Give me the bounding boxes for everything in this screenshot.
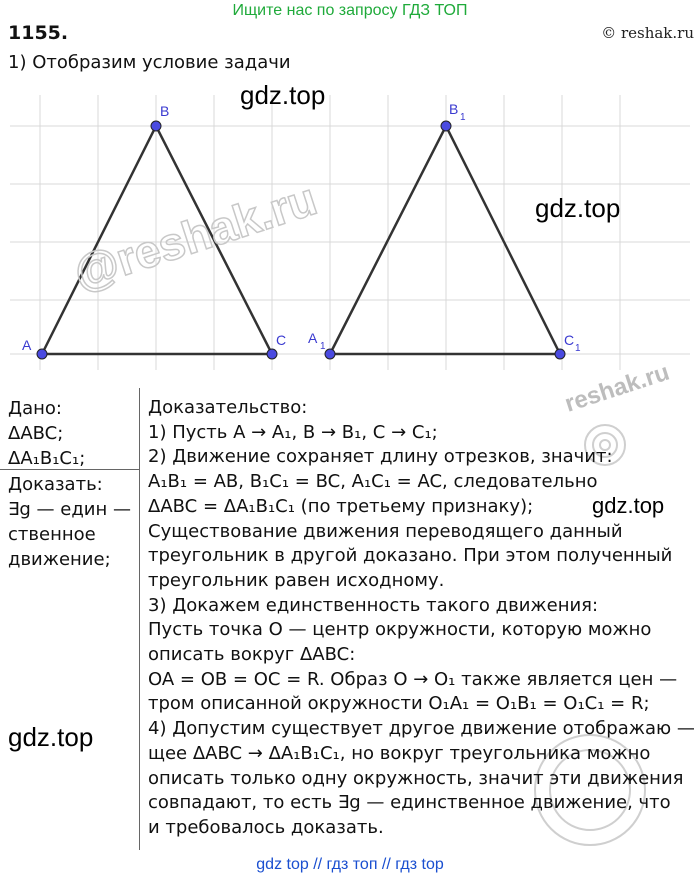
table-vertical-divider bbox=[139, 388, 140, 850]
triangle-a1b1c1 bbox=[330, 126, 560, 354]
proof-line: 4) Допустим существует другое движение отображаю — bbox=[148, 718, 695, 740]
prove-title: Доказать: bbox=[8, 474, 103, 495]
proof-line: 3) Докажем единственность такого движения: bbox=[148, 594, 599, 616]
gdz-watermark-2: gdz.top bbox=[535, 193, 621, 223]
problem-number: 1155. bbox=[8, 22, 69, 44]
reshak-side-watermark: reshak.ru bbox=[561, 358, 673, 418]
label-a1-sub: 1 bbox=[320, 341, 326, 352]
prove-line: ∃g — един — bbox=[8, 499, 131, 520]
prove-line: ственное bbox=[8, 524, 96, 545]
given-line: ΔA₁B₁C₁; bbox=[8, 448, 86, 469]
proof-line: тром описанной окружности O₁A₁ = O₁B₁ = O₁C₁ = R; bbox=[148, 693, 650, 715]
proof-line: описать только одну окружность, значит эти движения bbox=[148, 767, 684, 789]
label-b1: B bbox=[449, 101, 459, 117]
point-a1 bbox=[325, 349, 335, 359]
proof-line: щее ΔABC → ΔA₁B₁C₁, но вокруг треугольника можно bbox=[148, 742, 651, 764]
point-c1 bbox=[555, 349, 565, 359]
point-a bbox=[37, 349, 47, 359]
proof-title: Доказательство: bbox=[148, 397, 308, 418]
label-c: C bbox=[276, 332, 287, 348]
point-c bbox=[267, 349, 277, 359]
copyright: © reshak.ru bbox=[601, 24, 694, 42]
proof-line: Существование движения переводящего данный bbox=[148, 520, 623, 542]
label-c1: C bbox=[564, 332, 575, 348]
footer-links[interactable]: gdz top // гдз топ // гдз top bbox=[256, 856, 444, 873]
proof-line: ΔABC = ΔA₁B₁C₁ (по третьему признаку); bbox=[148, 495, 534, 517]
proof-line: совпадают, то есть ∃g — единственное движение, что bbox=[148, 792, 671, 814]
label-a: A bbox=[22, 337, 32, 353]
gdz-watermark-1: gdz.top bbox=[240, 80, 326, 110]
gdz-watermark-3: gdz.top bbox=[592, 493, 665, 518]
proof-line: A₁B₁ = AB, B₁C₁ = BC, A₁C₁ = AC, следовательно bbox=[148, 471, 598, 493]
label-a1: A bbox=[308, 330, 318, 346]
label-b: B bbox=[160, 103, 170, 119]
given-line: ΔABC; bbox=[8, 423, 64, 444]
grid bbox=[10, 95, 690, 370]
label-c1-sub: 1 bbox=[575, 343, 581, 354]
label-b1-sub: 1 bbox=[460, 112, 466, 123]
prove-block bbox=[8, 472, 131, 572]
gdz-watermark-4: gdz.top bbox=[8, 722, 94, 752]
reshak-watermark: @reshak.ru bbox=[67, 172, 323, 300]
proof-line: треугольник равен исходному. bbox=[148, 569, 445, 591]
prove-line: движение; bbox=[8, 549, 111, 570]
point-b1 bbox=[441, 121, 451, 131]
proof-block bbox=[148, 396, 695, 841]
given-title: Дано: bbox=[8, 398, 62, 419]
proof-line: 1) Пусть A → A₁, B → B₁, C → C₁; bbox=[148, 421, 438, 443]
given-block bbox=[8, 396, 85, 471]
proof-line: описать вокруг ΔABC: bbox=[148, 644, 356, 666]
proof-line: и требовалось доказать. bbox=[148, 816, 384, 838]
proof-line: 2) Движение сохраняет длину отрезков, значит: bbox=[148, 446, 613, 468]
step-1-heading: 1) Отобразим условие задачи bbox=[8, 52, 291, 73]
point-b bbox=[151, 121, 161, 131]
proof-line: Пусть точка O — центр окружности, которую можно bbox=[148, 619, 652, 641]
top-banner: Ищите нас по запросу ГДЗ ТОП bbox=[232, 2, 468, 19]
proof-line: треугольник в другой доказано. При этом полученный bbox=[148, 545, 673, 567]
proof-line: OA = OB = OC = R. Образ O → O₁ также является цен — bbox=[148, 668, 678, 690]
